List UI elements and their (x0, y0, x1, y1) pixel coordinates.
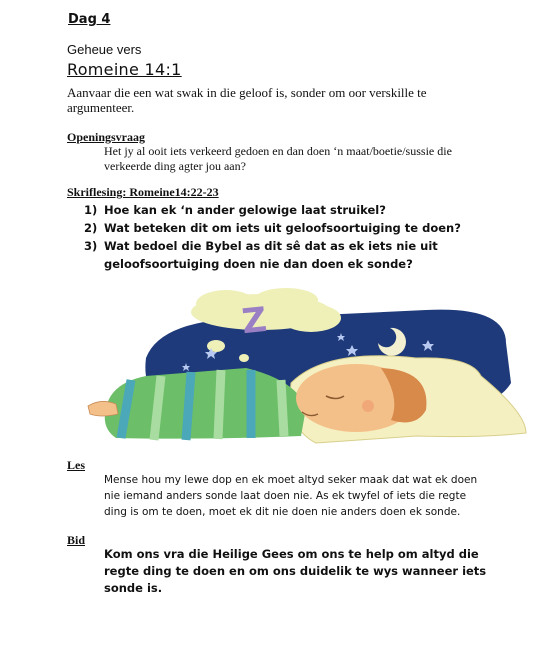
question-number: 2) (84, 221, 98, 235)
prayer-text: Kom ons vra die Heilige Gees om ons te help om altyd die regte ding te doen en om ons duidelik te wys wanneer iets sonde is. (104, 547, 487, 595)
memory-verse-label: Geheue vers (67, 42, 142, 57)
lesson-heading: Les (67, 458, 85, 472)
reading-questions-list (84, 201, 504, 273)
question-text: Wat beteken dit om iets uit geloofsoortuiging te doen? (104, 221, 461, 235)
day-title: Dag 4 (68, 12, 111, 27)
cheek-icon (362, 400, 374, 412)
scripture-reading-heading: Skriflesing: Romeine14:22-23 (67, 185, 219, 199)
question-text: Hoe kan ek ‘n ander gelowige laat struikel? (104, 203, 386, 217)
question-text: Wat bedoel die Bybel as dit sê dat as ek iets nie uit geloofsoortuiging doen nie dan doen ek sonde? (104, 239, 438, 271)
list-item (84, 237, 504, 273)
lesson-text: Mense hou my lewe dop en ek moet altyd seker maak dat wat ek doen nie iemand anders sonde laat doen nie. As ek twyfel of iets die regte ding is om te doen, moet ek dit nie doen nie anders doen ek sonde. (104, 474, 478, 518)
verse-text: Aanvaar die een wat swak in die geloof is, sonder om oor verskille te argumenteer. (67, 85, 427, 115)
opening-question-text: Het jy al ooit iets verkeerd gedoen en dan doen ‘n maat/boetie/sussie die verkeerde ding agter jou aan? (104, 144, 452, 173)
opening-question-heading: Openingsvraag (67, 130, 146, 144)
list-item (84, 201, 504, 219)
sleep-z-letter: Z (239, 299, 269, 343)
question-number: 3) (84, 239, 98, 253)
sleeping-child-illustration (86, 288, 536, 453)
verse-reference: Romeine 14:1 (67, 60, 182, 79)
list-item (84, 219, 504, 237)
prayer-heading: Bid (67, 533, 86, 547)
hand-shape (88, 401, 118, 416)
striped-blanket-shape (105, 368, 306, 440)
question-number: 1) (84, 203, 98, 217)
